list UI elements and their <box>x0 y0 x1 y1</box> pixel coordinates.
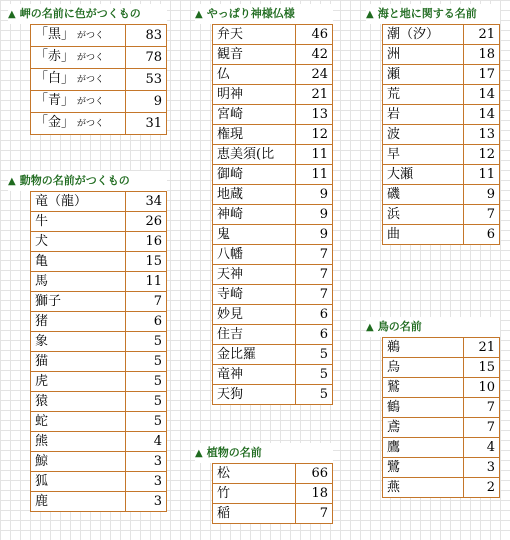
name-cell <box>31 392 126 412</box>
count-cell: 6 <box>464 225 500 245</box>
name-cell <box>383 358 464 378</box>
count-cell: 11 <box>126 272 167 292</box>
row-name: 松 <box>217 466 231 481</box>
table-row <box>213 85 333 105</box>
data-table <box>212 24 333 405</box>
table-row <box>213 125 333 145</box>
table-row <box>31 113 167 135</box>
table-row <box>31 472 167 492</box>
table-row <box>31 232 167 252</box>
row-name: 鷺 <box>387 460 401 475</box>
count-cell: 7 <box>296 265 333 285</box>
row-name: 波 <box>387 127 401 142</box>
count-cell: 3 <box>126 492 167 512</box>
row-name: 妙見 <box>217 307 244 322</box>
row-name: 鷹 <box>387 440 401 455</box>
row-name: 磯 <box>387 187 401 202</box>
name-cell <box>31 192 126 212</box>
name-cell <box>213 105 296 125</box>
table-row <box>383 25 500 45</box>
name-cell <box>213 225 296 245</box>
count-cell: 26 <box>126 212 167 232</box>
name-cell <box>383 458 464 478</box>
count-cell: 21 <box>296 85 333 105</box>
name-cell <box>213 165 296 185</box>
row-name: 浜 <box>387 207 401 222</box>
row-name: 「白」 <box>35 71 75 86</box>
count-cell: 5 <box>126 332 167 352</box>
name-cell <box>31 332 126 352</box>
table-row <box>31 432 167 452</box>
section-bird <box>366 317 500 498</box>
count-cell: 6 <box>296 305 333 325</box>
table-row <box>31 312 167 332</box>
name-cell <box>383 105 464 125</box>
count-cell: 53 <box>126 69 167 91</box>
count-cell: 14 <box>464 105 500 125</box>
name-cell <box>31 69 126 91</box>
name-cell <box>383 45 464 65</box>
name-cell <box>383 378 464 398</box>
row-suffix: がつく <box>77 97 105 107</box>
row-name: 「赤」 <box>35 49 75 64</box>
name-cell <box>31 472 126 492</box>
table-row <box>383 85 500 105</box>
table-row <box>213 165 333 185</box>
count-cell: 7 <box>464 398 500 418</box>
triangle-icon: ▲ <box>8 9 16 20</box>
row-name: 明神 <box>217 87 244 102</box>
count-cell: 7 <box>296 504 333 524</box>
table-row <box>213 385 333 405</box>
name-cell <box>383 65 464 85</box>
row-suffix: がつく <box>77 53 105 63</box>
count-cell: 14 <box>464 85 500 105</box>
name-cell <box>213 205 296 225</box>
table-row <box>213 65 333 85</box>
name-cell <box>383 185 464 205</box>
count-cell: 5 <box>296 365 333 385</box>
table-row <box>213 325 333 345</box>
count-cell: 7 <box>296 285 333 305</box>
count-cell: 9 <box>296 225 333 245</box>
count-cell: 15 <box>126 252 167 272</box>
triangle-icon: ▲ <box>366 9 374 20</box>
section-animal <box>8 171 167 512</box>
name-cell <box>383 398 464 418</box>
section-sea <box>366 4 500 245</box>
name-cell <box>383 145 464 165</box>
row-name: 馬 <box>35 274 49 289</box>
table-row <box>383 398 500 418</box>
table-row <box>213 25 333 45</box>
name-cell <box>213 504 296 524</box>
name-cell <box>31 113 126 135</box>
row-suffix: がつく <box>77 31 105 41</box>
row-name: 洲 <box>387 47 401 62</box>
name-cell <box>213 305 296 325</box>
table-row <box>31 392 167 412</box>
row-name: 荒 <box>387 87 401 102</box>
row-name: 御崎 <box>217 167 244 182</box>
count-cell: 10 <box>464 378 500 398</box>
section-title: ▲ やっぱり神様仏様 <box>195 4 333 24</box>
count-cell: 18 <box>296 484 333 504</box>
table-row <box>31 47 167 69</box>
triangle-icon: ▲ <box>195 9 203 20</box>
table-row <box>213 484 333 504</box>
row-name: 「金」 <box>35 115 75 130</box>
section-title: ▲ 岬の名前に色がつくもの <box>8 4 167 24</box>
table-row <box>383 438 500 458</box>
row-name: 住吉 <box>217 327 244 342</box>
count-cell: 7 <box>126 292 167 312</box>
row-name: 潮（汐） <box>387 27 440 42</box>
table-row <box>31 212 167 232</box>
name-cell <box>383 125 464 145</box>
row-name: 狐 <box>35 474 49 489</box>
row-name: 八幡 <box>217 247 244 262</box>
row-name: 早 <box>387 147 401 162</box>
row-name: 鹿 <box>35 494 49 509</box>
row-suffix: がつく <box>77 119 105 129</box>
row-name: 虎 <box>35 374 49 389</box>
count-cell: 2 <box>464 478 500 498</box>
count-cell: 24 <box>296 65 333 85</box>
name-cell <box>31 372 126 392</box>
table-row <box>213 105 333 125</box>
data-table <box>382 24 500 245</box>
count-cell: 6 <box>126 312 167 332</box>
name-cell <box>383 338 464 358</box>
name-cell <box>31 312 126 332</box>
table-row <box>213 265 333 285</box>
name-cell <box>31 232 126 252</box>
row-name: 燕 <box>387 480 401 495</box>
count-cell: 66 <box>296 464 333 484</box>
row-name: 犬 <box>35 234 49 249</box>
name-cell <box>213 484 296 504</box>
name-cell <box>213 245 296 265</box>
table-row <box>31 492 167 512</box>
count-cell: 12 <box>296 125 333 145</box>
name-cell <box>383 165 464 185</box>
data-table <box>382 337 500 498</box>
section-title: ▲ 動物の名前がつくもの <box>8 171 167 191</box>
row-name: 猪 <box>35 314 49 329</box>
table-row <box>383 205 500 225</box>
table-row <box>383 65 500 85</box>
count-cell: 3 <box>464 458 500 478</box>
count-cell: 5 <box>126 412 167 432</box>
count-cell: 16 <box>126 232 167 252</box>
row-name: 鯨 <box>35 454 49 469</box>
row-name: 天神 <box>217 267 244 282</box>
row-name: 「青」 <box>35 93 75 108</box>
count-cell: 6 <box>296 325 333 345</box>
table-row <box>31 452 167 472</box>
table-row <box>31 292 167 312</box>
count-cell: 9 <box>296 185 333 205</box>
row-name: 瀬 <box>387 67 401 82</box>
table-row <box>383 418 500 438</box>
table-row <box>213 45 333 65</box>
name-cell <box>31 292 126 312</box>
table-row <box>31 192 167 212</box>
row-name: 大瀬 <box>387 167 414 182</box>
name-cell <box>213 325 296 345</box>
table-row <box>383 105 500 125</box>
row-name: 亀 <box>35 254 49 269</box>
data-table <box>30 24 167 135</box>
section-plant <box>195 443 333 524</box>
section-title: ▲ 植物の名前 <box>195 443 333 463</box>
row-name: 猫 <box>35 354 49 369</box>
count-cell: 83 <box>126 25 167 47</box>
count-cell: 7 <box>464 205 500 225</box>
count-cell: 42 <box>296 45 333 65</box>
row-name: 鶴 <box>387 400 401 415</box>
count-cell: 3 <box>126 472 167 492</box>
table-row <box>31 332 167 352</box>
section-shinbutsu <box>195 4 333 405</box>
name-cell <box>383 85 464 105</box>
count-cell: 9 <box>464 185 500 205</box>
table-row <box>213 345 333 365</box>
name-cell <box>213 45 296 65</box>
triangle-icon: ▲ <box>366 322 374 333</box>
row-name: 恵美須(比 <box>217 147 275 162</box>
table-row <box>383 145 500 165</box>
count-cell: 34 <box>126 192 167 212</box>
row-name: 獅子 <box>35 294 62 309</box>
row-suffix: がつく <box>77 75 105 85</box>
count-cell: 18 <box>464 45 500 65</box>
row-name: 仏 <box>217 67 231 82</box>
name-cell <box>31 212 126 232</box>
row-name: 竹 <box>217 486 231 501</box>
name-cell <box>213 285 296 305</box>
table-row <box>383 378 500 398</box>
row-name: 天狗 <box>217 387 244 402</box>
section-misaki <box>8 4 167 135</box>
row-name: 猿 <box>35 394 49 409</box>
count-cell: 3 <box>126 452 167 472</box>
row-name: 鷲 <box>387 380 401 395</box>
table-row <box>383 338 500 358</box>
table-row <box>383 125 500 145</box>
count-cell: 46 <box>296 25 333 45</box>
table-row <box>383 225 500 245</box>
name-cell <box>213 345 296 365</box>
count-cell: 11 <box>296 165 333 185</box>
name-cell <box>31 492 126 512</box>
table-row <box>213 225 333 245</box>
name-cell <box>383 205 464 225</box>
row-name: 鵜 <box>387 340 401 355</box>
count-cell: 5 <box>126 352 167 372</box>
row-name: 蛇 <box>35 414 49 429</box>
row-name: 神崎 <box>217 207 244 222</box>
name-cell <box>213 125 296 145</box>
section-title: ▲ 海と地に関する名前 <box>366 4 500 24</box>
row-name: 鳶 <box>387 420 401 435</box>
name-cell <box>31 91 126 113</box>
table-row <box>213 504 333 524</box>
name-cell <box>31 25 126 47</box>
table-row <box>213 185 333 205</box>
name-cell <box>213 85 296 105</box>
count-cell: 5 <box>296 345 333 365</box>
name-cell <box>31 272 126 292</box>
name-cell <box>213 185 296 205</box>
count-cell: 12 <box>464 145 500 165</box>
count-cell: 13 <box>464 125 500 145</box>
row-name: 地蔵 <box>217 187 244 202</box>
count-cell: 4 <box>126 432 167 452</box>
data-table <box>212 463 333 524</box>
table-row <box>213 285 333 305</box>
count-cell: 11 <box>464 165 500 185</box>
name-cell <box>383 438 464 458</box>
name-cell <box>31 252 126 272</box>
count-cell: 4 <box>464 438 500 458</box>
count-cell: 7 <box>296 245 333 265</box>
table-row <box>213 145 333 165</box>
row-name: 烏 <box>387 360 401 375</box>
table-row <box>213 245 333 265</box>
table-row <box>31 272 167 292</box>
row-name: 竜（龍） <box>35 194 88 209</box>
row-name: 寺崎 <box>217 287 244 302</box>
name-cell <box>31 412 126 432</box>
name-cell <box>31 47 126 69</box>
row-name: 弁天 <box>217 27 244 42</box>
row-name: 岩 <box>387 107 401 122</box>
table-row <box>31 69 167 91</box>
triangle-icon: ▲ <box>195 448 203 459</box>
row-name: 牛 <box>35 214 49 229</box>
row-name: 象 <box>35 334 49 349</box>
count-cell: 21 <box>464 25 500 45</box>
count-cell: 15 <box>464 358 500 378</box>
table-row <box>31 372 167 392</box>
count-cell: 7 <box>464 418 500 438</box>
name-cell <box>213 464 296 484</box>
count-cell: 78 <box>126 47 167 69</box>
count-cell: 9 <box>296 205 333 225</box>
count-cell: 5 <box>126 392 167 412</box>
table-row <box>383 165 500 185</box>
table-row <box>31 91 167 113</box>
table-row <box>213 305 333 325</box>
name-cell <box>31 432 126 452</box>
table-row <box>383 458 500 478</box>
triangle-icon: ▲ <box>8 176 16 187</box>
count-cell: 5 <box>296 385 333 405</box>
name-cell <box>383 25 464 45</box>
row-name: 鬼 <box>217 227 231 242</box>
count-cell: 9 <box>126 91 167 113</box>
name-cell <box>31 352 126 372</box>
count-cell: 11 <box>296 145 333 165</box>
name-cell <box>213 365 296 385</box>
row-name: 「黒」 <box>35 27 75 42</box>
table-row <box>31 25 167 47</box>
name-cell <box>383 418 464 438</box>
name-cell <box>383 478 464 498</box>
count-cell: 17 <box>464 65 500 85</box>
name-cell <box>383 225 464 245</box>
row-name: 熊 <box>35 434 49 449</box>
count-cell: 21 <box>464 338 500 358</box>
row-name: 稲 <box>217 506 231 521</box>
name-cell <box>31 452 126 472</box>
section-title: ▲ 鳥の名前 <box>366 317 500 337</box>
name-cell <box>213 265 296 285</box>
count-cell: 31 <box>126 113 167 135</box>
table-row <box>383 45 500 65</box>
count-cell: 5 <box>126 372 167 392</box>
data-table <box>30 191 167 512</box>
table-row <box>383 185 500 205</box>
name-cell <box>213 145 296 165</box>
row-name: 権現 <box>217 127 244 142</box>
row-name: 金比羅 <box>217 347 257 362</box>
table-row <box>213 464 333 484</box>
table-row <box>31 252 167 272</box>
row-name: 曲 <box>387 227 401 242</box>
table-row <box>383 478 500 498</box>
row-name: 宮崎 <box>217 107 244 122</box>
row-name: 竜神 <box>217 367 244 382</box>
table-row <box>31 412 167 432</box>
name-cell <box>213 25 296 45</box>
count-cell: 13 <box>296 105 333 125</box>
name-cell <box>213 385 296 405</box>
table-row <box>31 352 167 372</box>
table-row <box>213 365 333 385</box>
table-row <box>213 205 333 225</box>
row-name: 観音 <box>217 47 244 62</box>
table-row <box>383 358 500 378</box>
name-cell <box>213 65 296 85</box>
